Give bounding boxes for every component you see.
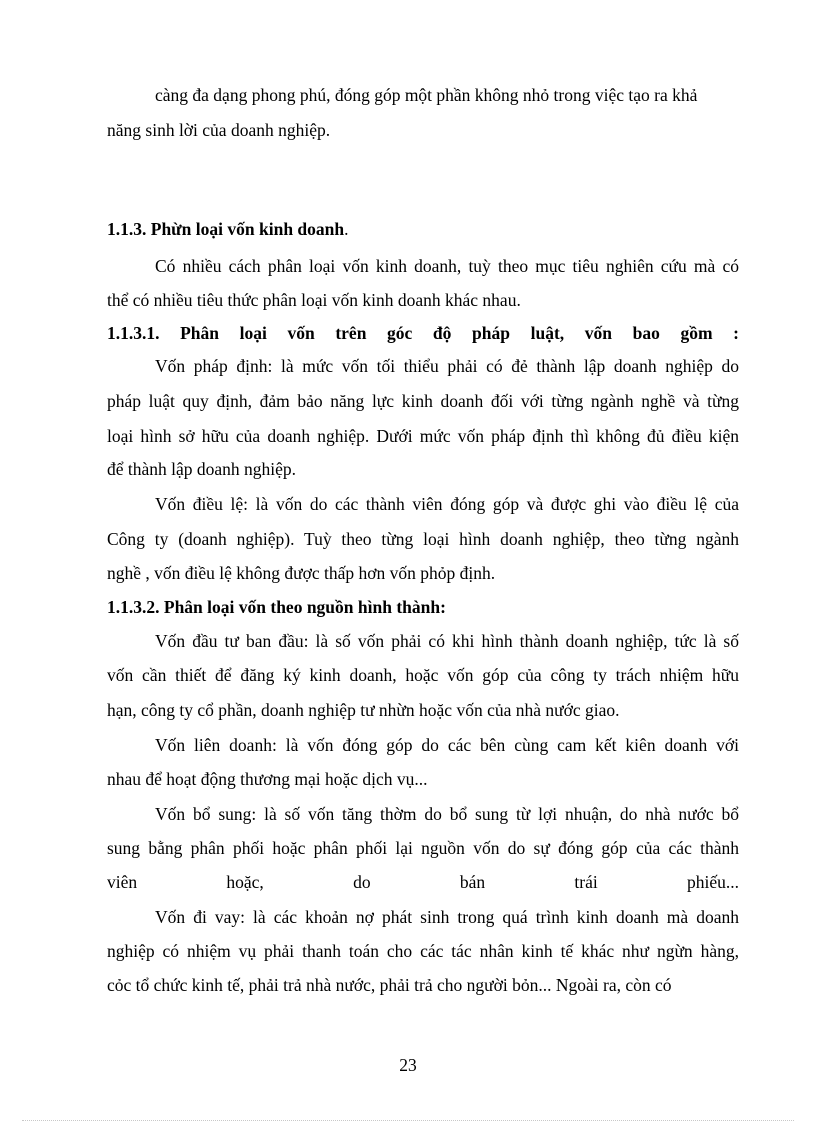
text-line: loại hình sở hữu của doanh nghiệp. Dưới mức vốn pháp định thì không đủ điều kiện [107, 426, 739, 446]
text-line: cỏc tổ chức kinh tế, phải trả nhà nước, phải trả cho người bỏn... Ngoài ra, còn có [107, 975, 672, 995]
text-line: càng đa dạng phong phú, đóng góp một phần không nhỏ trong việc tạo ra khả [155, 85, 698, 105]
text-line: pháp luật quy định, đảm bảo năng lực kinh doanh đối với từng ngành nghề và từng [107, 391, 739, 411]
text-line: Vốn bổ sung: là số vốn tăng thờm do bổ sung từ lợi nhuận, do nhà nước bổ [155, 804, 739, 824]
subsection-heading: 1.1.3.2. Phân loại vốn theo nguồn hình thành: [107, 597, 446, 617]
text-line: nghề , vốn điều lệ không được thấp hơn vốn phỏp định. [107, 563, 496, 583]
text-line: Có nhiều cách phân loại vốn kinh doanh, tuỳ theo mục tiêu nghiên cứu mà có [155, 256, 739, 276]
section-heading-text: 1.1.3. Phừn loại vốn kinh doanh [107, 219, 345, 239]
text-line: Vốn đầu tư ban đầu: là số vốn phải có khi hình thành doanh nghiệp, tức là số [155, 631, 739, 651]
subsection-heading: 1.1.3.1. Phân loại vốn trên góc độ pháp luật, vốn bao gồm : [107, 323, 739, 343]
text-line: hạn, công ty cổ phần, doanh nghiệp tư nhừn hoặc vốn của nhà nước giao. [107, 700, 620, 720]
text-line: nghiệp có nhiệm vụ phải thanh toán cho các tác nhân kinh tế khác như ngừn hàng, [107, 941, 739, 961]
page-number: 23 [399, 1055, 417, 1075]
text-line: năng sinh lời của doanh nghiệp. [107, 120, 331, 140]
text-line: nhau để hoạt động thương mại hoặc dịch vụ... [107, 769, 428, 789]
text-line: vốn cần thiết để đăng ký kinh doanh, hoặc vốn góp của công ty trách nhiệm hữu [107, 665, 739, 685]
text-line: viên hoặc, do bán trái phiếu... [107, 872, 739, 892]
text-line: Vốn liên doanh: là vốn đóng góp do các bên cùng cam kết kiên doanh với [155, 735, 739, 755]
text-line: Vốn pháp định: là mức vốn tối thiểu phải có đẻ thành lập doanh nghiệp do [155, 356, 739, 376]
text-line: thể có nhiều tiêu thức phân loại vốn kinh doanh khác nhau. [107, 290, 521, 310]
text-line: sung bằng phân phối hoặc phân phối lại nguồn vốn do sự đóng góp của các thành [107, 838, 739, 858]
page-bottom-divider [22, 1120, 794, 1121]
section-heading [107, 218, 739, 240]
text-line: Vốn đi vay: là các khoản nợ phát sinh trong quá trình kinh doanh mà doanh [155, 907, 739, 927]
text-line: để thành lập doanh nghiệp. [107, 459, 297, 479]
text-line: Vốn điều lệ: là vốn do các thành viên đóng góp và được ghi vào điều lệ của [155, 494, 739, 514]
section-heading-period: . [344, 219, 349, 239]
text-line: Công ty (doanh nghiệp). Tuỳ theo từng loại hình doanh nghiệp, theo từng ngành [107, 529, 739, 549]
